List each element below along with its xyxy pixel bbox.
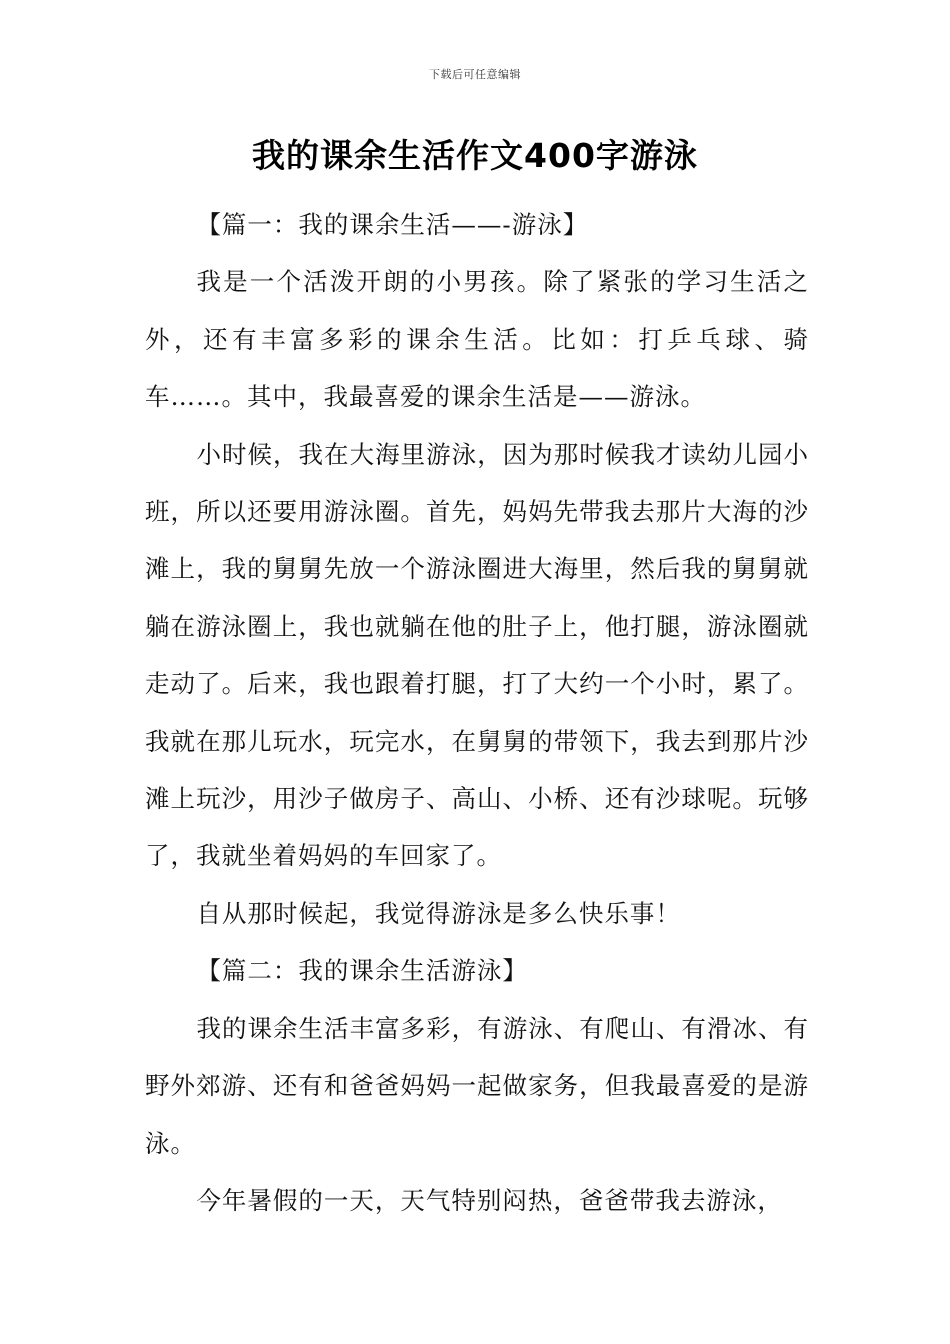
document-title: 我的课余生活作文400字游泳	[252, 136, 698, 175]
paragraph: 小时候，我在大海里游泳，因为那时候我才读幼儿园小班，所以还要用游泳圈。首先，妈妈先带我去那片大海的沙滩上，我的舅舅先放一个游泳圈进大海里，然后我的舅舅就躺在游泳圈上，我也就躺在他的肚子上，他打腿，游泳圈就走动了。后来，我也跟着打腿，打了大约一个小时，累了。我就在那儿玩水，玩完水，在舅舅的带领下，我去到那片沙滩上玩沙，用沙子做房子、高山、小桥、还有沙球呢。玩够了，我就坐着妈妈的车回家了。	[145, 439, 809, 871]
paragraph: 我的课余生活丰富多彩，有游泳、有爬山、有滑冰、有野外郊游、还有和爸爸妈妈一起做家务，但我最喜爱的是游泳。	[145, 1013, 809, 1158]
document-body	[145, 196, 809, 1229]
section-heading-1: 【篇一：我的课余生活——-游泳】	[196, 210, 589, 239]
header-note: 下载后可任意编辑	[429, 68, 521, 81]
paragraph: 今年暑假的一天，天气特别闷热，爸爸带我去游泳，	[196, 1185, 783, 1215]
section-heading-2: 【篇二：我的课余生活游泳】	[196, 956, 528, 986]
paragraph: 自从那时候起，我觉得游泳是多么快乐事！	[196, 898, 681, 928]
paragraph: 我是一个活泼开朗的小男孩。除了紧张的学习生活之外，还有丰富多彩的课余生活。比如：打乒乓球、骑车……。其中，我最喜爱的课余生活是——游泳。	[145, 267, 809, 412]
